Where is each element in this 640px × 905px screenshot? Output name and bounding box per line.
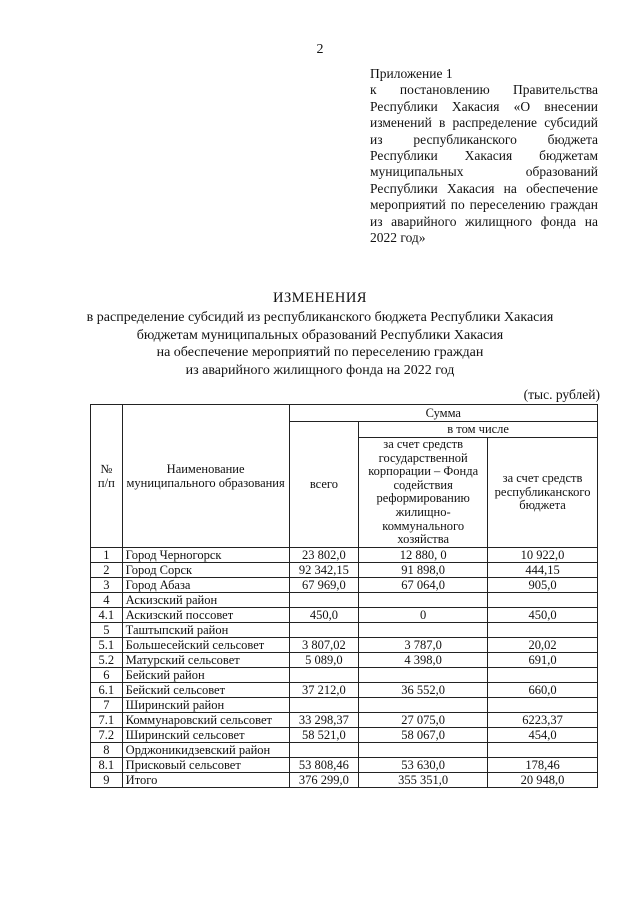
row-number: 5 bbox=[91, 622, 123, 637]
republic-amount: 660,0 bbox=[488, 682, 598, 697]
total-amount bbox=[289, 667, 359, 682]
republic-amount: 454,0 bbox=[488, 727, 598, 742]
row-number: 4.1 bbox=[91, 607, 123, 622]
table-row bbox=[91, 592, 598, 607]
row-number: 1 bbox=[91, 547, 123, 562]
title-line-3: на обеспечение мероприятий по переселению граждан bbox=[156, 345, 484, 360]
municipality-name: Ширинский сельсовет bbox=[122, 727, 289, 742]
table-row bbox=[91, 607, 598, 622]
fund-amount: 36 552,0 bbox=[359, 682, 488, 697]
municipality-name: Орджоникидзевский район bbox=[122, 742, 289, 757]
municipality-name: Таштыпский район bbox=[122, 622, 289, 637]
table-row bbox=[91, 667, 598, 682]
municipality-name: Аскизский поссовет bbox=[122, 607, 289, 622]
row-number: 5.2 bbox=[91, 652, 123, 667]
total-amount: 450,0 bbox=[289, 607, 359, 622]
subsidies-table bbox=[90, 404, 598, 788]
fund-amount: 3 787,0 bbox=[359, 637, 488, 652]
fund-amount: 27 075,0 bbox=[359, 712, 488, 727]
municipality-name: Город Абаза bbox=[122, 577, 289, 592]
republic-amount: 178,46 bbox=[488, 757, 598, 772]
table-row bbox=[91, 622, 598, 637]
fund-amount: 355 351,0 bbox=[359, 772, 488, 787]
row-number: 5.1 bbox=[91, 637, 123, 652]
total-amount: 376 299,0 bbox=[289, 772, 359, 787]
row-number: 6 bbox=[91, 667, 123, 682]
total-amount bbox=[289, 622, 359, 637]
republic-amount: 905,0 bbox=[488, 577, 598, 592]
fund-amount: 0 bbox=[359, 607, 488, 622]
fund-amount: 58 067,0 bbox=[359, 727, 488, 742]
fund-amount: 67 064,0 bbox=[359, 577, 488, 592]
republic-amount bbox=[488, 592, 598, 607]
title-line-1: в распределение субсидий из республиканского бюджета Республики Хакасия bbox=[86, 310, 554, 325]
republic-amount: 20,02 bbox=[488, 637, 598, 652]
row-number: 6.1 bbox=[91, 682, 123, 697]
title-line-4: из аварийного жилищного фонда на 2022 год bbox=[185, 362, 455, 378]
fund-amount: 53 630,0 bbox=[359, 757, 488, 772]
table-row bbox=[91, 772, 598, 787]
fund-amount bbox=[359, 742, 488, 757]
title-main: ИЗМЕНЕНИЯ bbox=[273, 290, 367, 306]
municipality-name: Итого bbox=[122, 772, 289, 787]
header-fund: за счет средств государственной корпорации – Фонда содействия реформированию жилищно-коммунального хозяйства bbox=[359, 438, 488, 548]
republic-amount: 20 948,0 bbox=[488, 772, 598, 787]
page-number: 2 bbox=[316, 42, 324, 57]
municipality-name: Бейский сельсовет bbox=[122, 682, 289, 697]
municipality-name: Коммунаровский сельсовет bbox=[122, 712, 289, 727]
row-number: 7.1 bbox=[91, 712, 123, 727]
municipality-name: Большесейский сельсовет bbox=[122, 637, 289, 652]
total-amount: 37 212,0 bbox=[289, 682, 359, 697]
units-label: (тыс. рублей) bbox=[523, 387, 600, 402]
header-name: Наименование муниципального образования bbox=[122, 405, 289, 548]
republic-amount: 450,0 bbox=[488, 607, 598, 622]
fund-amount bbox=[359, 697, 488, 712]
table-row bbox=[91, 562, 598, 577]
table-row bbox=[91, 727, 598, 742]
row-number: 3 bbox=[91, 577, 123, 592]
total-amount bbox=[289, 697, 359, 712]
total-amount: 33 298,37 bbox=[289, 712, 359, 727]
total-amount: 58 521,0 bbox=[289, 727, 359, 742]
fund-amount: 4 398,0 bbox=[359, 652, 488, 667]
municipality-name: Бейский район bbox=[122, 667, 289, 682]
table-row bbox=[91, 577, 598, 592]
total-amount: 23 802,0 bbox=[289, 547, 359, 562]
table-row bbox=[91, 637, 598, 652]
municipality-name: Матурский сельсовет bbox=[122, 652, 289, 667]
municipality-name: Аскизский район bbox=[122, 592, 289, 607]
total-amount: 53 808,46 bbox=[289, 757, 359, 772]
fund-amount bbox=[359, 622, 488, 637]
republic-amount bbox=[488, 667, 598, 682]
table-row bbox=[91, 697, 598, 712]
municipality-name: Город Черногорск bbox=[122, 547, 289, 562]
municipality-name: Присковый сельсовет bbox=[122, 757, 289, 772]
row-number: 9 bbox=[91, 772, 123, 787]
row-number: 8 bbox=[91, 742, 123, 757]
row-number: 7 bbox=[91, 697, 123, 712]
header-total: всего bbox=[289, 422, 359, 548]
fund-amount: 12 880, 0 bbox=[359, 547, 488, 562]
table-row bbox=[91, 682, 598, 697]
republic-amount: 6223,37 bbox=[488, 712, 598, 727]
header-including: в том числе bbox=[359, 422, 598, 438]
total-amount bbox=[289, 592, 359, 607]
municipality-name: Ширинский район bbox=[122, 697, 289, 712]
header-num: № п/п bbox=[91, 405, 123, 548]
fund-amount bbox=[359, 592, 488, 607]
title-line-2: бюджетам муниципальных образований Республики Хакасия bbox=[136, 327, 504, 343]
fund-amount: 91 898,0 bbox=[359, 562, 488, 577]
table-row bbox=[91, 742, 598, 757]
row-number: 8.1 bbox=[91, 757, 123, 772]
table-row bbox=[91, 547, 598, 562]
total-amount bbox=[289, 742, 359, 757]
appendix-note bbox=[370, 66, 598, 246]
republic-amount: 691,0 bbox=[488, 652, 598, 667]
total-amount: 67 969,0 bbox=[289, 577, 359, 592]
table-row bbox=[91, 757, 598, 772]
republic-amount: 444,15 bbox=[488, 562, 598, 577]
document-title bbox=[0, 290, 640, 379]
table-row bbox=[91, 712, 598, 727]
municipality-name: Город Сорск bbox=[122, 562, 289, 577]
appendix-heading: Приложение 1 bbox=[370, 66, 453, 81]
total-amount: 92 342,15 bbox=[289, 562, 359, 577]
republic-amount: 10 922,0 bbox=[488, 547, 598, 562]
total-amount: 5 089,0 bbox=[289, 652, 359, 667]
row-number: 7.2 bbox=[91, 727, 123, 742]
fund-amount bbox=[359, 667, 488, 682]
republic-amount bbox=[488, 622, 598, 637]
republic-amount bbox=[488, 697, 598, 712]
header-sum: Сумма bbox=[289, 405, 597, 422]
table-row bbox=[91, 652, 598, 667]
header-republic: за счет средств республиканского бюджета bbox=[488, 438, 598, 548]
row-number: 2 bbox=[91, 562, 123, 577]
republic-amount bbox=[488, 742, 598, 757]
row-number: 4 bbox=[91, 592, 123, 607]
total-amount: 3 807,02 bbox=[289, 637, 359, 652]
appendix-body: к постановлению Правительства Республики Хакасия «О внесении изменений в распределение субсидий из республиканского бюджета Республики Хакасия бюджетам муниципальных образований Республики Хакасия на обеспечение мероприятий по переселению граждан из аварийного жилищного фонда на 2022 год» bbox=[370, 82, 598, 246]
